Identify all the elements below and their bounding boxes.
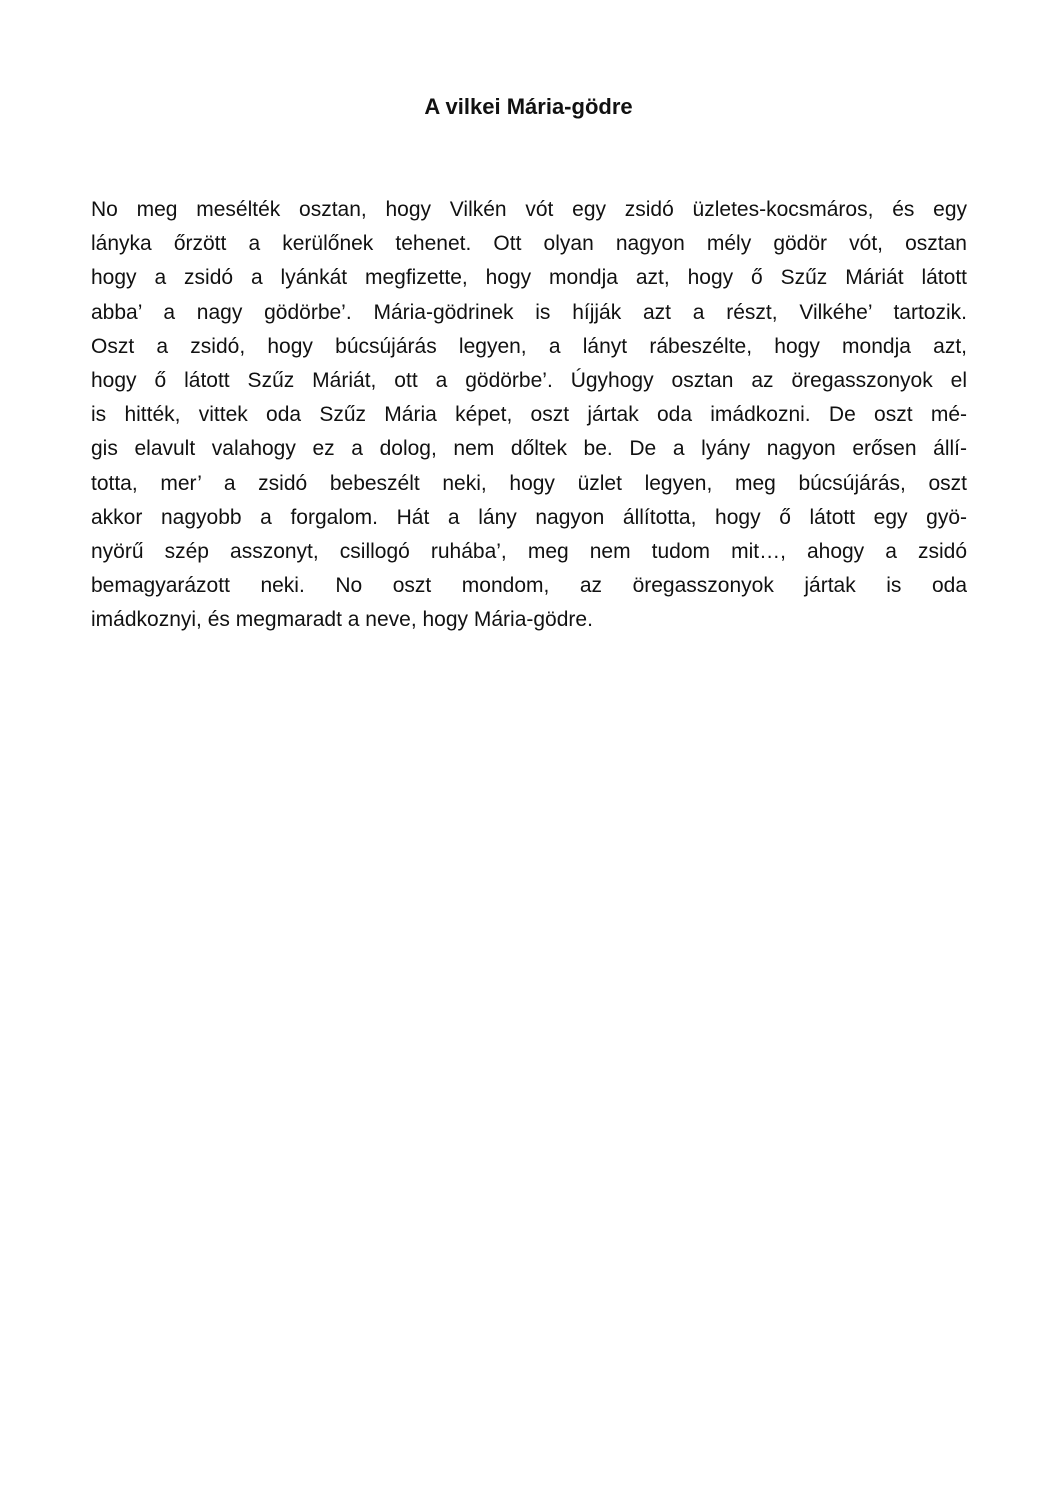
text-line: gis elavult valahogy ez a dolog, nem dőltek be. De a lyány nagyon erősen állí-: [91, 437, 967, 461]
document-body: [91, 193, 967, 637]
text-line: totta, mer’ a zsidó bebeszélt neki, hogy üzlet legyen, meg búcsújárás, oszt: [91, 471, 967, 495]
text-line: hogy a zsidó a lyánkát megfizette, hogy mondja azt, hogy ő Szűz Máriát látott: [91, 266, 967, 290]
document-title: A vilkei Mária-gödre: [424, 94, 633, 119]
text-line: is hitték, vittek oda Szűz Mária képet, oszt jártak oda imádkozni. De oszt mé-: [91, 403, 967, 427]
text-line: No meg mesélték osztan, hogy Vilkén vót egy zsidó üzletes-kocsmáros, és egy: [91, 198, 967, 221]
text-line: imádkoznyi, és megmaradt a neve, hogy Mária-gödre.: [91, 608, 593, 632]
text-line: lányka őrzött a kerülőnek tehenet. Ott olyan nagyon mély gödör vót, osztan: [91, 232, 967, 256]
text-line: nyörű szép asszonyt, csillogó ruhába’, meg nem tudom mit…, ahogy a zsidó: [91, 539, 967, 563]
text-line: Oszt a zsidó, hogy búcsújárás legyen, a lányt rábeszélte, hogy mondja azt,: [91, 334, 967, 358]
text-line: bemagyarázott neki. No oszt mondom, az öregasszonyok jártak is oda: [91, 574, 967, 598]
text-line: akkor nagyobb a forgalom. Hát a lány nagyon állította, hogy ő látott egy gyö-: [91, 505, 967, 529]
text-line: abba’ a nagy gödörbe’. Mária-gödrinek is híjják azt a részt, Vilkéhe’ tartozik.: [91, 300, 967, 324]
text-line: hogy ő látott Szűz Máriát, ott a gödörbe’. Úgyhogy osztan az öregasszonyok el: [91, 368, 967, 392]
